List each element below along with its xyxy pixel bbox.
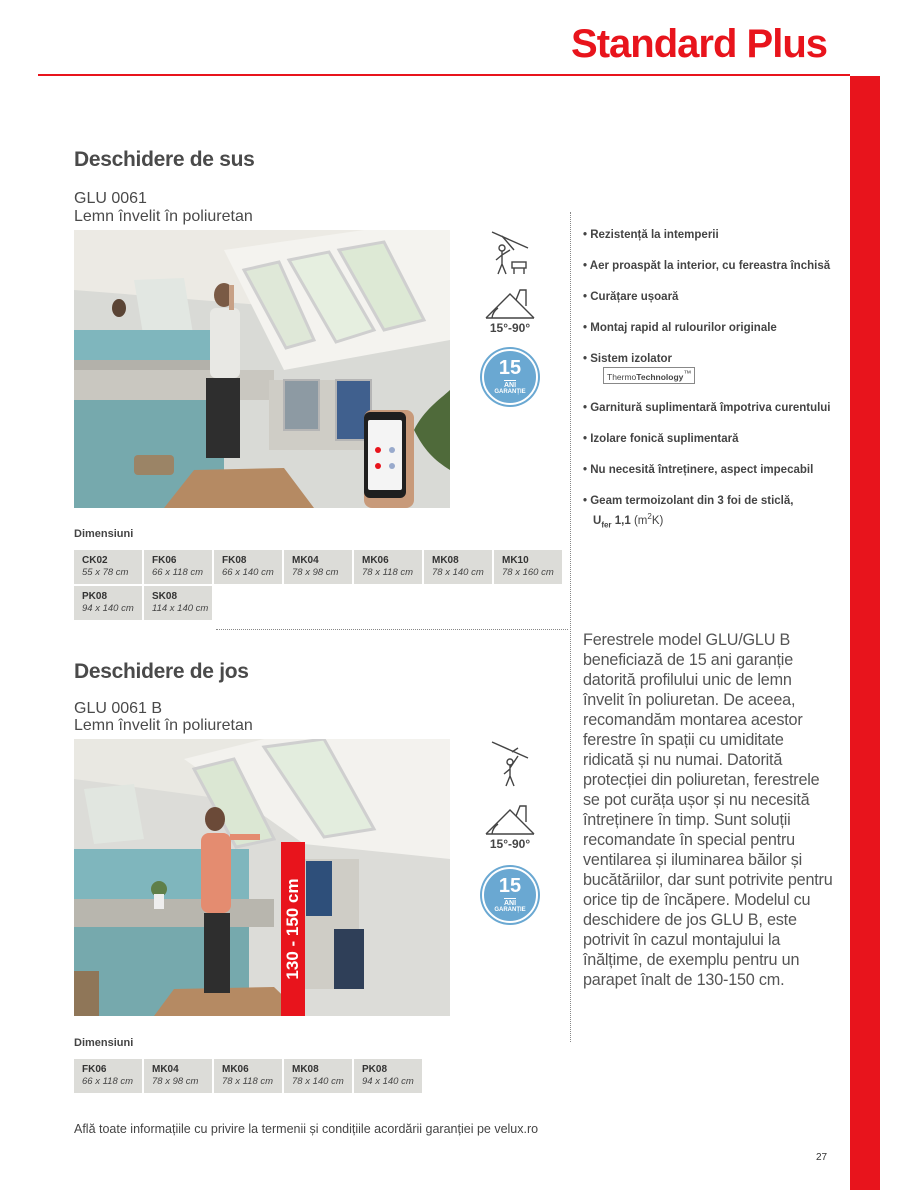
dimension-code: PK08 xyxy=(82,591,108,602)
dimension-code: PK08 xyxy=(362,1064,388,1075)
feature-item-glazing xyxy=(583,494,835,532)
warranty-ani-label: ANI xyxy=(503,382,517,389)
dimension-code: MK06 xyxy=(362,555,389,566)
icon-column-top xyxy=(478,228,542,405)
roof-angle-label-bottom: 15°-90° xyxy=(489,837,531,851)
page-number: 27 xyxy=(816,1152,828,1163)
dimension-size: 114 x 140 cm xyxy=(152,603,209,614)
dimension-code: CK02 xyxy=(82,555,108,566)
section-title-top-opening: Deschidere de sus xyxy=(74,148,255,171)
warranty-garantie-label: GARANȚIE xyxy=(494,907,526,913)
dimension-cell xyxy=(354,1059,422,1093)
warranty-years: 15 xyxy=(498,875,522,897)
model-code-top: GLU 0061 xyxy=(74,190,147,207)
u-value: $U_{fer}$ 1,1 $(m^2K)$ xyxy=(593,511,664,529)
dimension-size: 94 x 140 cm xyxy=(362,1076,414,1087)
dimension-cell xyxy=(144,1059,212,1093)
dimension-code: MK04 xyxy=(152,1064,179,1075)
feature-item: • Curățare ușoară xyxy=(583,290,835,305)
section-title-bottom-opening: Deschidere de jos xyxy=(74,660,249,683)
roof-pitch-icon xyxy=(484,288,536,320)
description-paragraph: Ferestrele model GLU/GLU B beneficiază de 15 ani garanție datorită profilului unic de lemn învelit în poliuretan. De aceea, recomandăm montarea acestor ferestre în spații cu umiditate ridicată și nu numai. Datorită protecției din poliuretan, ferestrele se pot curăța ușor și nu necesită întreținere în timp. Sunt soluții recomandate în special pentru ventilarea și iluminarea băilor și bucătăriilor, dar sunt potrivite pentru orice tip de încăpere. Modelul cu deschidere de jos GLU B, este potrivit în cazul montajului la înălțime, de exemplu pentru un parapet înalt de 130-150 cm. xyxy=(583,631,833,989)
feature-item: • Izolare fonică suplimentară xyxy=(583,432,835,447)
dimension-size: 66 x 118 cm xyxy=(152,567,204,578)
sill-height-label: 130 - 150 cm xyxy=(283,878,302,980)
person-opening-window-icon xyxy=(488,738,532,788)
dimensions-grid-top xyxy=(74,550,562,620)
roof-pitch-icon xyxy=(484,804,536,836)
sill-height-indicator xyxy=(281,842,305,1016)
thermotechnology-logo: ThermoTechnology™ xyxy=(603,367,695,384)
dimension-cell xyxy=(144,550,212,584)
feature-item: • Garnitură suplimentară împotriva curentului xyxy=(583,401,835,416)
dimension-cell xyxy=(494,550,562,584)
dimension-size: 78 x 118 cm xyxy=(222,1076,274,1087)
warranty-ani-label: ANI xyxy=(503,900,517,907)
dimension-size: 94 x 140 cm xyxy=(82,603,134,614)
feature-item: • Rezistență la intemperii xyxy=(583,228,835,243)
model-material-top: Lemn învelit în poliuretan xyxy=(74,208,253,225)
dimension-cell xyxy=(284,1059,352,1093)
dimension-cell xyxy=(74,1059,142,1093)
dimension-code: FK08 xyxy=(222,555,247,566)
dimension-cell xyxy=(74,586,142,620)
dimension-code: MK10 xyxy=(502,555,529,566)
warranty-badge-bottom xyxy=(482,867,538,923)
section-divider xyxy=(216,629,568,630)
feature-text: Geam termoizolant din 3 foi de sticlă, xyxy=(590,494,794,507)
bathroom-photo-top xyxy=(74,230,450,508)
feature-item: • Aer proaspăt la interior, cu fereastra închisă xyxy=(583,259,835,274)
feature-text: Sistem izolator xyxy=(590,353,673,365)
dimension-cell xyxy=(424,550,492,584)
dimension-size: 78 x 118 cm xyxy=(362,567,414,578)
dimension-code: MK04 xyxy=(292,555,319,566)
dimensions-label-top: Dimensiuni xyxy=(74,528,134,540)
dimension-cell xyxy=(284,550,352,584)
dimension-size: 78 x 98 cm xyxy=(152,1076,199,1087)
dimension-code: SK08 xyxy=(152,591,178,602)
dimension-code: MK08 xyxy=(432,555,459,566)
dimension-code: FK06 xyxy=(82,1064,107,1075)
dimension-size: 55 x 78 cm xyxy=(82,567,129,578)
warranty-badge-top xyxy=(482,349,538,405)
dimension-size: 78 x 160 cm xyxy=(502,567,554,578)
warranty-years: 15 xyxy=(498,357,522,379)
bathroom-photo-bottom xyxy=(74,739,450,1016)
side-accent-bar xyxy=(850,76,880,1190)
dimension-cell xyxy=(144,586,212,620)
feature-list xyxy=(583,228,835,548)
model-material-bottom: Lemn învelit în poliuretan xyxy=(74,717,253,734)
dimension-code: MK08 xyxy=(292,1064,319,1075)
dimension-code: MK06 xyxy=(222,1064,249,1075)
column-divider xyxy=(570,212,571,1042)
warranty-garantie-label: GARANȚIE xyxy=(494,389,526,395)
dimensions-label-bottom: Dimensiuni xyxy=(74,1037,134,1049)
dimension-cell xyxy=(74,550,142,584)
dimension-code: FK06 xyxy=(152,555,177,566)
dimension-size: 66 x 140 cm xyxy=(222,567,274,578)
dimension-cell xyxy=(214,1059,282,1093)
roof-angle-label-top: 15°-90° xyxy=(489,321,531,335)
header-divider xyxy=(38,74,850,76)
warranty-info-note: Află toate informațiile cu privire la termenii și condițiile acordării garanției pe velux.ro xyxy=(74,1122,539,1136)
dimension-cell xyxy=(214,550,282,584)
feature-item-insulation xyxy=(583,352,835,385)
feature-item: • Nu necesită întreținere, aspect impecabil xyxy=(583,463,835,478)
model-code-bottom: GLU 0061 B xyxy=(74,700,163,717)
page-brand-title: Standard Plus xyxy=(571,22,827,66)
icon-column-bottom xyxy=(478,738,542,923)
dimensions-grid-bottom xyxy=(74,1059,562,1093)
dimension-size: 66 x 118 cm xyxy=(82,1076,134,1087)
dimension-size: 78 x 140 cm xyxy=(292,1076,344,1087)
dimension-size: 78 x 98 cm xyxy=(292,567,339,578)
feature-item: • Montaj rapid al rulourilor originale xyxy=(583,321,835,336)
dimension-size: 78 x 140 cm xyxy=(432,567,484,578)
person-opening-window-icon xyxy=(488,228,532,276)
dimension-cell xyxy=(354,550,422,584)
